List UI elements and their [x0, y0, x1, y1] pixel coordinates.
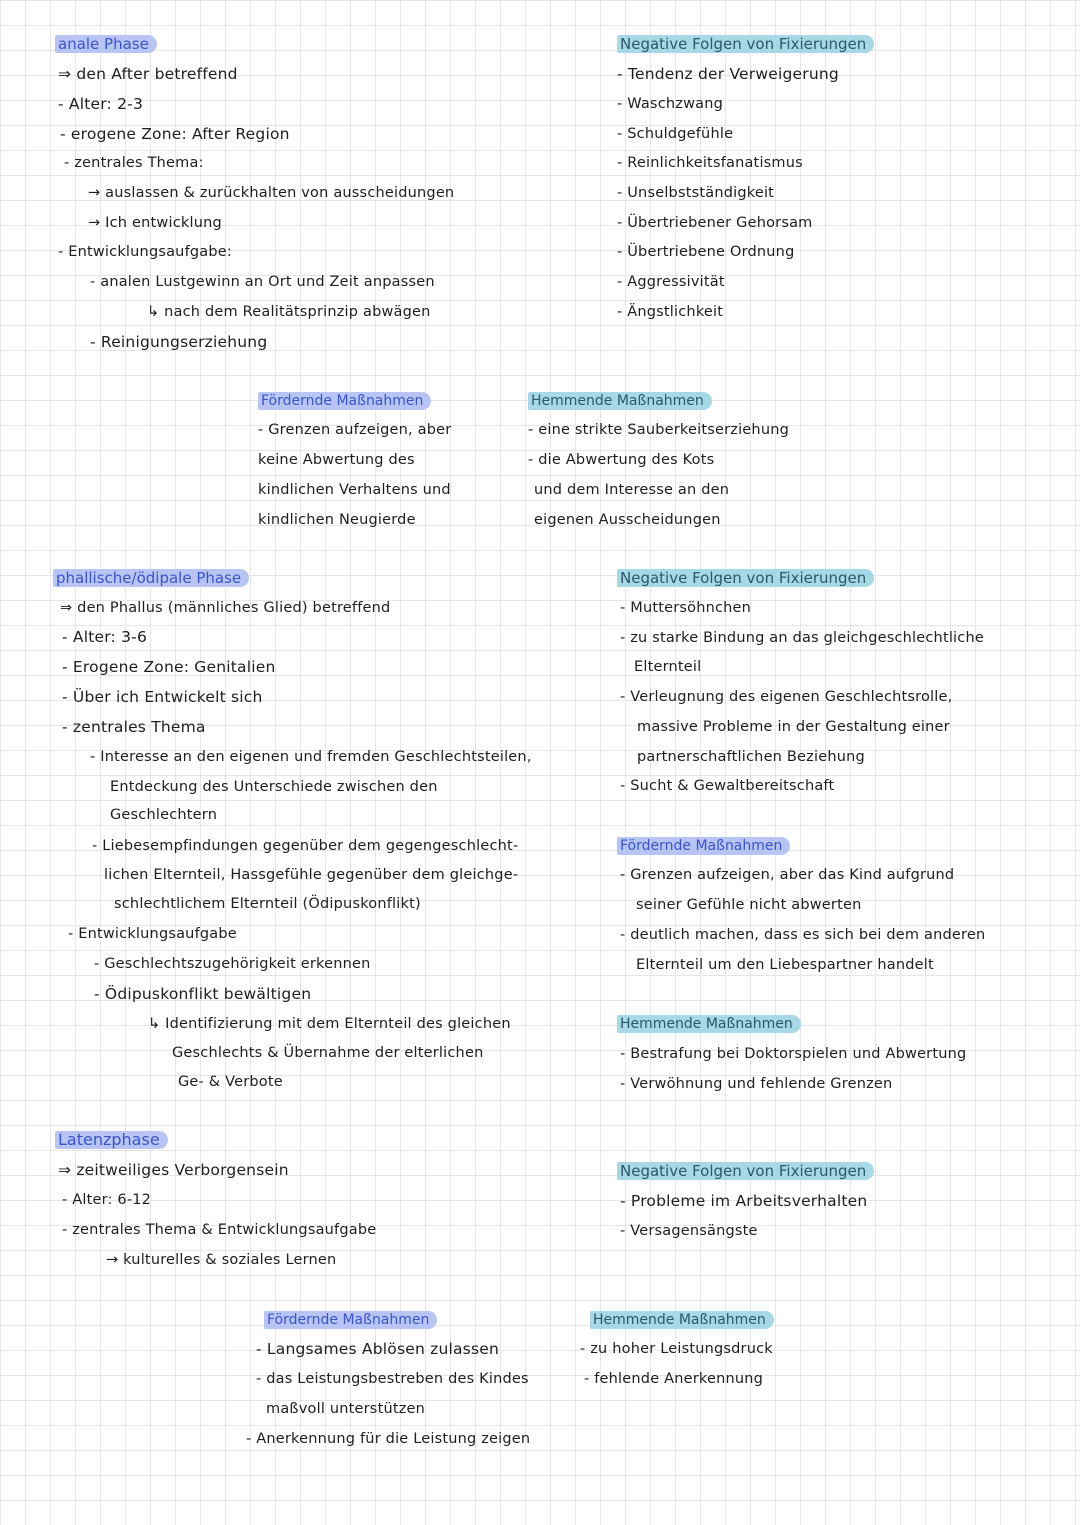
anal-line: → Ich entwicklung: [88, 215, 222, 231]
phallic-line: schlechtlichem Elternteil (Ödipuskonflikt): [114, 896, 421, 912]
anal-foerdernd-item: keine Abwertung des: [258, 452, 415, 468]
phallic-line: - Entwicklungsaufgabe: [68, 926, 237, 942]
anal-hemmend-title: Hemmende Maßnahmen: [528, 392, 712, 410]
phallic-negative-item: Elternteil: [634, 659, 702, 675]
phallic-foerdernd-item: - Grenzen aufzeigen, aber das Kind aufgrund: [620, 867, 955, 883]
latency-negative-item: - Probleme im Arbeitsverhalten: [620, 1192, 868, 1210]
anal-foerdernd-item: kindlichen Neugierde: [258, 512, 416, 528]
anal-negative-item: - Aggressivität: [617, 274, 725, 290]
phallic-line: lichen Elternteil, Hassgefühle gegenüber dem gleichge-: [104, 867, 519, 883]
anal-line: → auslassen & zurückhalten von ausscheidungen: [88, 185, 455, 201]
phallic-hemmend-title: Hemmende Maßnahmen: [617, 1015, 801, 1033]
anal-negative-item: - Reinlichkeitsfanatismus: [617, 155, 803, 171]
latency-line: - zentrales Thema & Entwicklungsaufgabe: [62, 1222, 377, 1238]
anal-line: - Reinigungserziehung: [90, 333, 268, 351]
anal-line: - Entwicklungsaufgabe:: [58, 244, 232, 260]
anal-foerdernd-title: Fördernde Maßnahmen: [258, 392, 431, 410]
phallic-line: Geschlechts & Übernahme der elterlichen: [172, 1045, 484, 1061]
phallic-hemmend-item: - Bestrafung bei Doktorspielen und Abwertung: [620, 1046, 967, 1062]
latency-negative-item: - Versagensängste: [620, 1223, 758, 1239]
latency-line: - Alter: 6-12: [62, 1192, 152, 1208]
latency-phase-title: Latenzphase: [55, 1131, 168, 1149]
anal-negative-item: - Schuldgefühle: [617, 126, 734, 142]
anal-line: - erogene Zone: After Region: [60, 125, 290, 143]
phallic-line: ⇒ den Phallus (männliches Glied) betreffend: [60, 600, 391, 616]
anal-foerdernd-item: - Grenzen aufzeigen, aber: [258, 422, 452, 438]
phallic-negative-item: partnerschaftlichen Beziehung: [637, 749, 865, 765]
phallic-negative-item: massive Probleme in der Gestaltung einer: [637, 719, 950, 735]
latency-foerdernd-item: maßvoll unterstützen: [266, 1401, 426, 1417]
latency-line: → kulturelles & soziales Lernen: [106, 1252, 337, 1268]
latency-hemmend-item: - zu hoher Leistungsdruck: [580, 1341, 773, 1357]
anal-negative-title: Negative Folgen von Fixierungen: [617, 35, 874, 53]
phallic-line: Entdeckung des Unterschiede zwischen den: [110, 779, 438, 795]
latency-hemmend-title: Hemmende Maßnahmen: [590, 1311, 774, 1329]
anal-line: - Alter: 2-3: [58, 95, 144, 113]
phallic-foerdernd-item: seiner Gefühle nicht abwerten: [636, 897, 862, 913]
anal-hemmend-item: - eine strikte Sauberkeitserziehung: [528, 422, 790, 438]
latency-line: ⇒ zeitweiliges Verborgensein: [58, 1161, 289, 1179]
phallic-negative-item: - Verleugnung des eigenen Geschlechtsrolle,: [620, 689, 953, 705]
phallic-line: - Ödipuskonflikt bewältigen: [94, 985, 312, 1003]
anal-foerdernd-item: kindlichen Verhaltens und: [258, 482, 451, 498]
anal-phase-title: anale Phase: [55, 35, 157, 53]
phallic-hemmend-item: - Verwöhnung und fehlende Grenzen: [620, 1076, 893, 1092]
phallic-negative-item: - Muttersöhnchen: [620, 600, 752, 616]
latency-foerdernd-item: - das Leistungsbestreben des Kindes: [256, 1371, 529, 1387]
anal-hemmend-item: - die Abwertung des Kots: [528, 452, 715, 468]
anal-negative-item: - Ängstlichkeit: [617, 304, 724, 320]
phallic-phase-title: phallische/ödipale Phase: [53, 569, 249, 587]
phallic-negative-item: - zu starke Bindung an das gleichgeschlechtliche: [620, 630, 984, 646]
anal-line: - analen Lustgewinn an Ort und Zeit anpassen: [90, 274, 435, 290]
phallic-line: Ge- & Verbote: [178, 1074, 283, 1090]
anal-negative-item: - Übertriebene Ordnung: [617, 244, 795, 260]
phallic-foerdernd-item: - deutlich machen, dass es sich bei dem anderen: [620, 927, 986, 943]
latency-foerdernd-item: - Anerkennung für die Leistung zeigen: [246, 1431, 531, 1447]
anal-line: ↳ nach dem Realitätsprinzip abwägen: [147, 304, 431, 320]
latency-foerdernd-title: Fördernde Maßnahmen: [264, 1311, 437, 1329]
phallic-line: - zentrales Thema: [62, 718, 206, 736]
phallic-line: - Interesse an den eigenen und fremden Geschlechtsteilen,: [90, 749, 532, 765]
anal-line: ⇒ den After betreffend: [58, 65, 238, 83]
phallic-line: Geschlechtern: [110, 807, 218, 823]
latency-foerdernd-item: - Langsames Ablösen zulassen: [256, 1340, 499, 1358]
phallic-foerdernd-item: Elternteil um den Liebespartner handelt: [636, 957, 934, 973]
anal-negative-item: - Übertriebener Gehorsam: [617, 215, 813, 231]
phallic-line: - Liebesempfindungen gegenüber dem gegengeschlecht-: [92, 838, 519, 854]
phallic-line: - Über ich Entwickelt sich: [62, 688, 263, 706]
phallic-line: - Alter: 3-6: [62, 628, 148, 646]
anal-negative-item: - Tendenz der Verweigerung: [617, 65, 839, 83]
phallic-negative-title: Negative Folgen von Fixierungen: [617, 569, 874, 587]
latency-hemmend-item: - fehlende Anerkennung: [584, 1371, 764, 1387]
anal-hemmend-item: eigenen Ausscheidungen: [534, 512, 721, 528]
anal-hemmend-item: und dem Interesse an den: [534, 482, 730, 498]
anal-line: - zentrales Thema:: [64, 155, 204, 171]
phallic-line: - Geschlechtszugehörigkeit erkennen: [94, 956, 371, 972]
phallic-foerdernd-title: Fördernde Maßnahmen: [617, 837, 790, 855]
phallic-negative-item: - Sucht & Gewaltbereitschaft: [620, 778, 835, 794]
phallic-line: ↳ Identifizierung mit dem Elternteil des gleichen: [148, 1016, 511, 1032]
phallic-line: - Erogene Zone: Genitalien: [62, 658, 276, 676]
anal-negative-item: - Unselbstständigkeit: [617, 185, 775, 201]
anal-negative-item: - Waschzwang: [617, 96, 724, 112]
latency-negative-title: Negative Folgen von Fixierungen: [617, 1162, 874, 1180]
